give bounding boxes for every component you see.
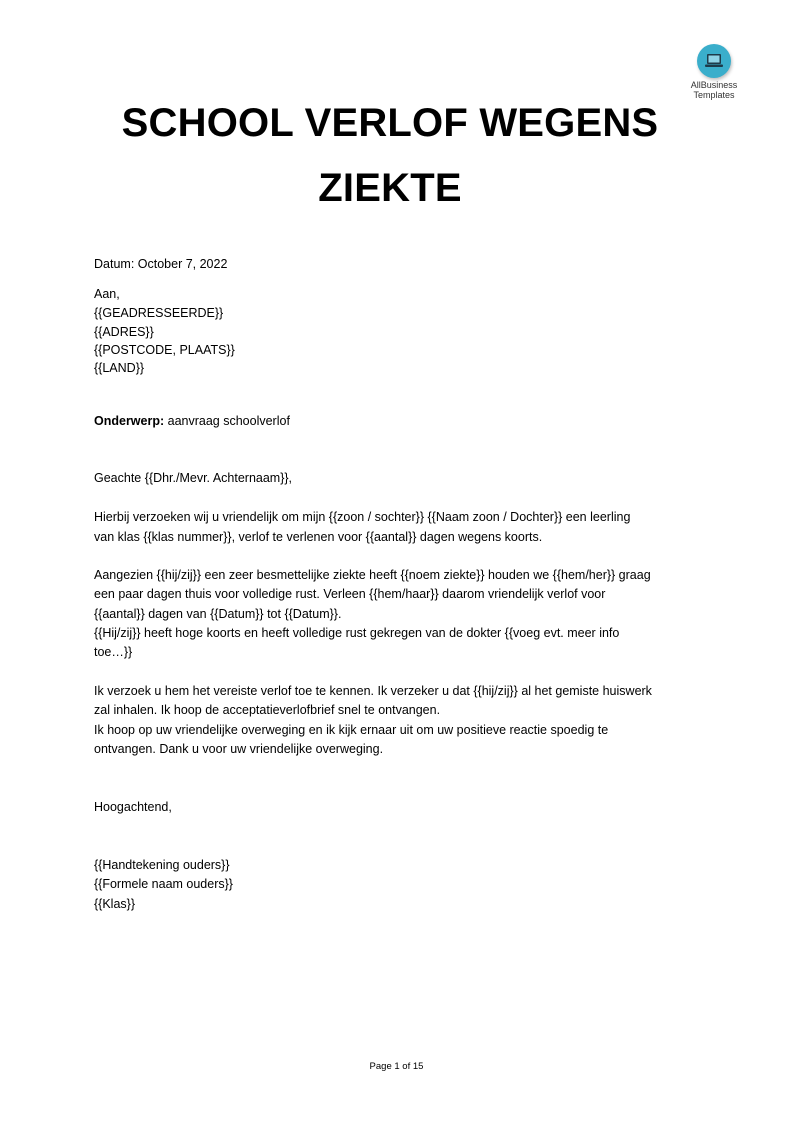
page-number: Page 1 of 15 bbox=[369, 1061, 424, 1072]
paragraph-2-line: een paar dagen thuis voor volledige rust. Verleen {{hem/haar}} daarom vriendelijk verlof voor bbox=[94, 587, 606, 601]
subject-line bbox=[94, 414, 290, 428]
address-recipient: {{GEADRESSEERDE}} bbox=[94, 306, 224, 320]
address-country: {{LAND}} bbox=[94, 361, 145, 375]
logo-text-line1: AllBusiness bbox=[690, 80, 738, 90]
address-postal-city: {{POSTCODE, PLAATS}} bbox=[94, 343, 235, 357]
date-line: Datum: October 7, 2022 bbox=[94, 257, 228, 271]
laptop-icon bbox=[697, 44, 731, 78]
subject-label: Onderwerp: bbox=[94, 414, 165, 428]
paragraph-3-line: Ik hoop op uw vriendelijke overweging en ik kijk ernaar uit om uw positieve reactie spoedig te bbox=[94, 723, 609, 737]
paragraph-3-line: ontvangen. Dank u voor uw vriendelijke overweging. bbox=[94, 742, 384, 756]
address-street: {{ADRES}} bbox=[94, 325, 154, 339]
signature-line-3: {{Klas}} bbox=[94, 897, 136, 911]
paragraph-2-line: toe…}} bbox=[94, 645, 133, 659]
paragraph-2-line: {{aantal}} dagen van {{Datum}} tot {{Datum}}. bbox=[94, 607, 342, 621]
address-salutation: Aan, bbox=[94, 287, 120, 301]
subject-text: aanvraag schoolverlof bbox=[164, 414, 290, 428]
signature-line-1: {{Handtekening ouders}} bbox=[94, 858, 230, 872]
greeting: Geachte {{Dhr./Mevr. Achternaam}}, bbox=[94, 471, 293, 485]
paragraph-3-line: zal inhalen. Ik hoop de acceptatieverlofbrief snel te ontvangen. bbox=[94, 703, 441, 717]
paragraph-2-line: Aangezien {{hij/zij}} een zeer besmettelijke ziekte heeft {{noem ziekte}} houden we {{hem/her}} graag bbox=[94, 568, 651, 582]
paragraph-1-line: Hierbij verzoeken wij u vriendelijk om mijn {{zoon / sochter}} {{Naam zoon / Dochter}} een leerling bbox=[94, 510, 631, 524]
page-title-line2: ZIEKTE bbox=[318, 166, 462, 210]
page-title-line1: SCHOOL VERLOF WEGENS bbox=[121, 101, 659, 145]
logo-text-line2: Templates bbox=[693, 90, 735, 100]
paragraph-2-line: {{Hij/zij}} heeft hoge koorts en heeft volledige rust gekregen van de dokter {{voeg evt. meer info bbox=[94, 626, 620, 640]
allbusiness-logo bbox=[676, 44, 752, 100]
paragraph-3-line: Ik verzoek u hem het vereiste verlof toe te kennen. Ik verzeker u dat {{hij/zij}} al het gemiste huiswerk bbox=[94, 684, 652, 698]
signature-line-2: {{Formele naam ouders}} bbox=[94, 877, 233, 891]
closing: Hoogachtend, bbox=[94, 800, 172, 814]
paragraph-1-line: van klas {{klas nummer}}, verlof te verlenen voor {{aantal}} dagen wegens koorts. bbox=[94, 530, 543, 544]
